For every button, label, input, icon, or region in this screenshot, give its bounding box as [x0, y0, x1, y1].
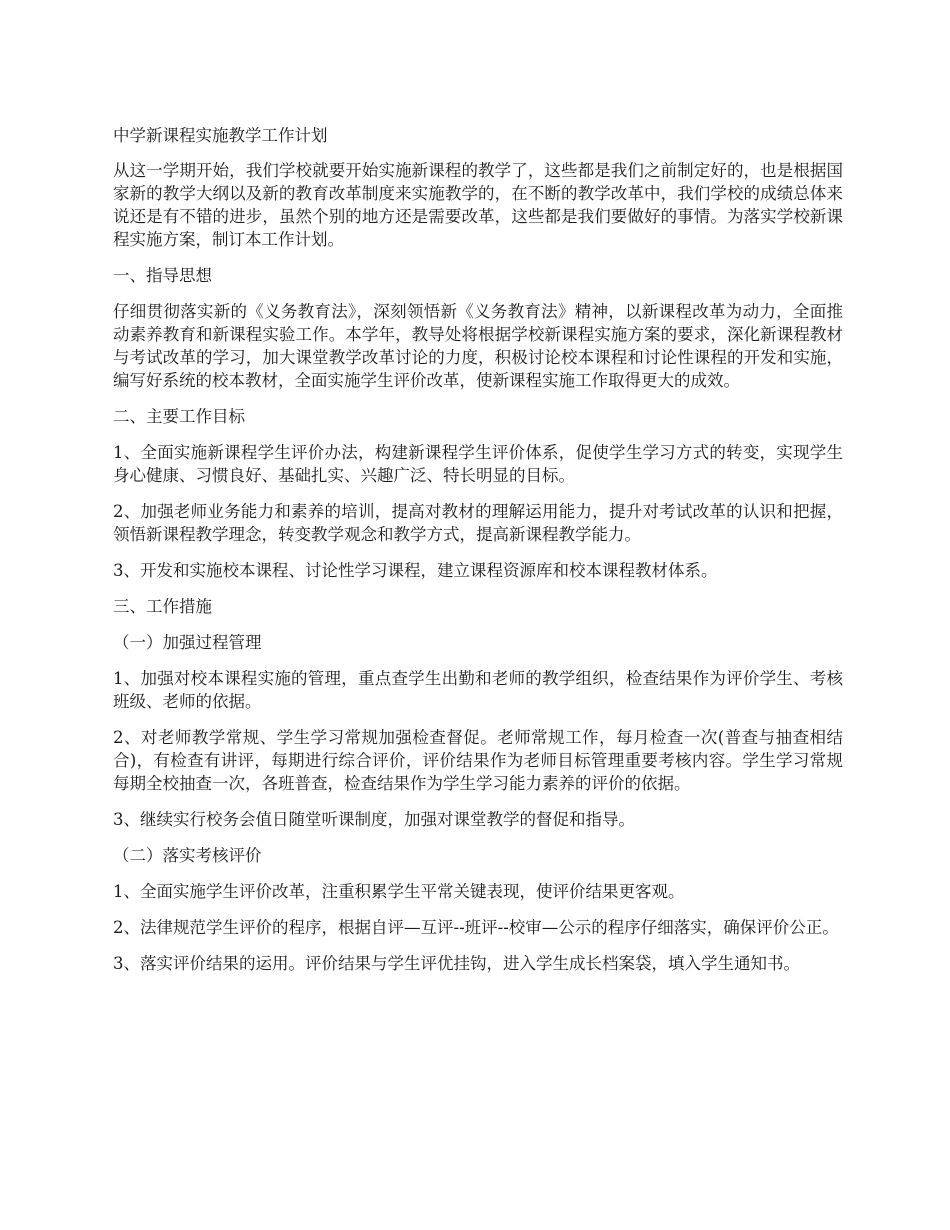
main-goal-item: 2、加强老师业务能力和素养的培训，提高对教材的理解运用能力，提升对考试改革的认识和把握，领悟新课程教学理念，转变教学观念和教学方式，提高新课程教学能力。	[113, 502, 843, 544]
section-heading-main-goals: 二、主要工作目标	[113, 407, 245, 426]
guiding-thought-paragraph: 仔细贯彻落实新的《义务教育法》，深刻领悟新《义务教育法》精神，以新课程改革为动力，全面推动素养教育和新课程实验工作。本学年，教导处将根据学校新课程实施方案的要求，深化新课程教材与考试改革的学习，加大课堂教学改革讨论的力度，积极讨论校本课程和讨论性课程的开发和实施，编写好系统的校本教材，全面实施学生评价改革，使新课程实施工作取得更大的成效。	[113, 302, 843, 390]
document-content	[113, 124, 843, 988]
evaluation-item: 3、落实评价结果的运用。评价结果与学生评优挂钩，进入学生成长档案袋，填入学生通知书。	[113, 954, 800, 973]
process-management-item: 3、继续实行校务会值日随堂听课制度，加强对课堂教学的督促和指导。	[113, 810, 635, 829]
intro-paragraph: 从这一学期开始，我们学校就要开始实施新课程的教学了，这些都是我们之前制定好的，也是根据国家新的教学大纲以及新的教育改革制度来实施教学的，在不断的教学改革中，我们学校的成绩总体来说还是有不错的进步，虽然个别的地方还是需要改革，这些都是我们要做好的事情。为落实学校新课程实施方案，制订本工作计划。	[113, 161, 843, 249]
evaluation-item: 1、全面实施学生评价改革，注重积累学生平常关键表现，使评价结果更客观。	[113, 882, 685, 901]
section-heading-guiding-thought: 一、指导思想	[113, 266, 212, 285]
subsection-heading-evaluation: （二）落实考核评价	[113, 846, 262, 865]
subsection-heading-process-management: （一）加强过程管理	[113, 633, 262, 652]
document-title: 中学新课程实施教学工作计划	[113, 126, 328, 145]
process-management-item: 1、加强对校本课程实施的管理，重点查学生出勤和老师的教学组织，检查结果作为评价学生、考核班级、老师的依据。	[113, 669, 843, 711]
evaluation-item: 2、法律规范学生评价的程序，根据自评—互评--班评--校审—公示的程序仔细落实，确保评价公正。	[113, 918, 839, 937]
section-heading-measures: 三、工作措施	[113, 597, 212, 616]
main-goal-item: 3、开发和实施校本课程、讨论性学习课程，建立课程资源库和校本课程教材体系。	[113, 561, 718, 580]
process-management-item: 2、对老师教学常规、学生学习常规加强检查督促。老师常规工作，每月检查一次(普查与抽查相结合)，有检查有讲评，每期进行综合评价，评价结果作为老师目标管理重要考核内容。学生学习常规每期全校抽查一次，各班普查，检查结果作为学生学习能力素养的评价的依据。	[113, 728, 843, 793]
main-goal-item: 1、全面实施新课程学生评价办法，构建新课程学生评价体系，促使学生学习方式的转变，实现学生身心健康、习惯良好、基础扎实、兴趣广泛、特长明显的目标。	[113, 443, 843, 485]
